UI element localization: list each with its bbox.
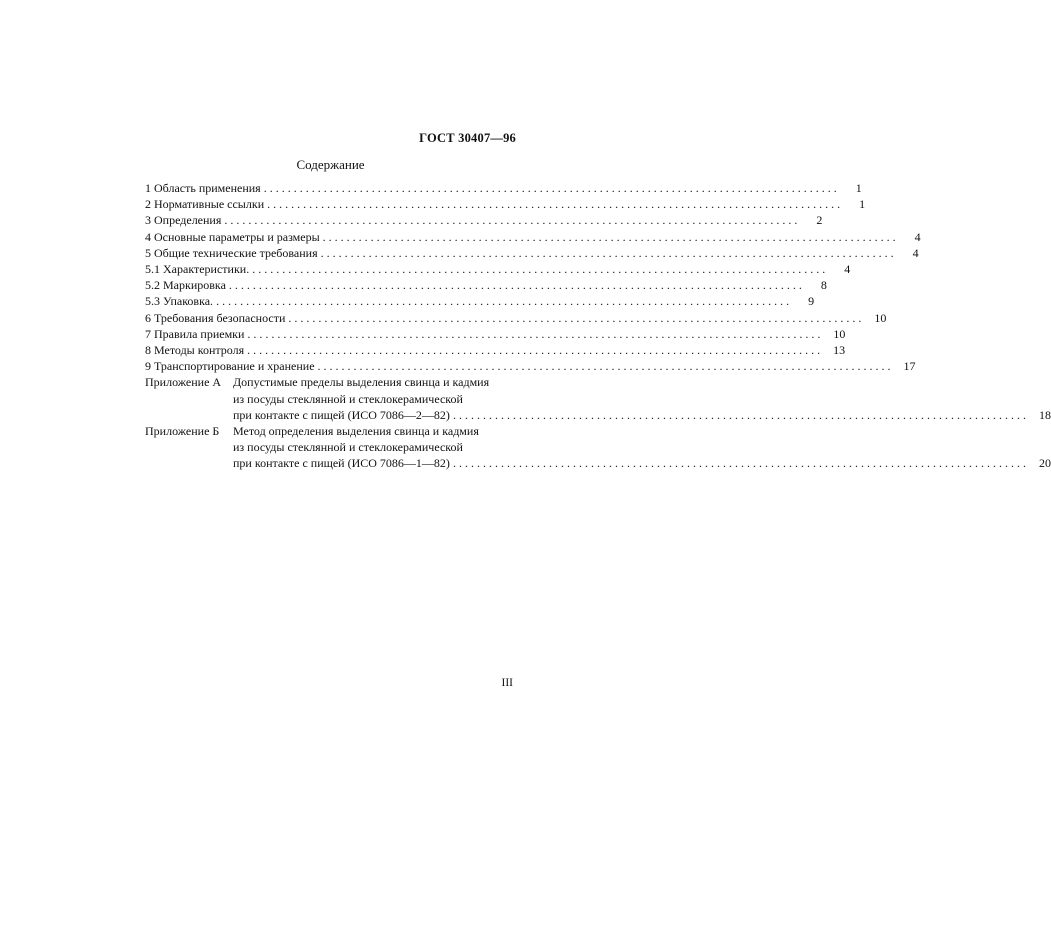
dot-leader (224, 212, 797, 228)
toc-entry-page: 17 (903, 359, 916, 374)
toc-entry-label: 7 Правила приемки (145, 326, 245, 341)
toc-entry[interactable] (145, 229, 921, 245)
toc-entry[interactable] (145, 245, 919, 261)
dot-leader (229, 277, 802, 293)
toc-entry-page: 18 (1038, 407, 1051, 422)
dot-leader (318, 358, 891, 374)
toc-entry-page: 9 (808, 294, 815, 309)
dot-leader (453, 455, 1026, 471)
toc-entry[interactable] (145, 212, 823, 228)
toc-entry-page: 1 (859, 197, 866, 212)
toc-entry-label: 6 Требования безопасности (145, 310, 286, 325)
toc-entry[interactable] (145, 180, 862, 196)
toc-entry-page: 4 (914, 229, 921, 244)
dot-leader (264, 180, 837, 196)
appendix-title-line: из посуды стеклянной и стеклокерамической (233, 391, 463, 406)
dot-leader (247, 342, 820, 358)
table-of-contents (145, 180, 1051, 472)
toc-entry[interactable] (145, 326, 846, 342)
appendix-title-line: Метод определения выделения свинца и кадмия (233, 424, 479, 439)
toc-entry-label: 5.3 Упаковка. (145, 294, 214, 309)
toc-entry-label: 2 Нормативные ссылки (145, 197, 265, 212)
toc-entry[interactable] (145, 310, 887, 326)
toc-entry[interactable] (145, 261, 851, 277)
appendix-label: Приложение Б (145, 424, 220, 439)
toc-entry-page: 4 (844, 262, 851, 277)
dot-leader (252, 261, 825, 277)
toc-entry-page: 4 (912, 245, 919, 260)
toc-entry-label: 4 Основные параметры и размеры (145, 229, 320, 244)
toc-entry[interactable] (145, 293, 815, 309)
toc-entry-label: 3 Определения (145, 213, 222, 228)
appendix-label: Приложение А (145, 375, 222, 390)
dot-leader (453, 407, 1026, 423)
dot-leader (323, 229, 896, 245)
toc-entry-page: 1 (855, 181, 862, 195)
dot-leader (247, 326, 820, 342)
toc-entry-label: 5.1 Характеристики. (145, 262, 250, 277)
toc-entry-label: 1 Область применения (145, 181, 261, 195)
appendix-title-line: Допустимые пределы выделения свинца и кадмия (233, 375, 490, 390)
toc-entry-label: 8 Методы контроля (145, 343, 245, 358)
toc-entry-page: 10 (874, 310, 887, 325)
appendix-title-line: из посуды стеклянной и стеклокерамической (233, 440, 463, 455)
dot-leader (216, 293, 789, 309)
toc-entry[interactable] (145, 277, 827, 293)
toc-entry-page: 2 (816, 213, 823, 228)
toc-entry-page: 13 (833, 343, 846, 358)
appendix-title-line: при контакте с пищей (ИСО 7086—2—82) (233, 407, 450, 422)
toc-entry-page: 10 (833, 326, 846, 341)
toc-entry[interactable] (145, 342, 846, 358)
toc-entry[interactable] (145, 358, 916, 374)
dot-leader (288, 310, 861, 326)
toc-title: Содержание (296, 157, 365, 172)
toc-entry-label: 5 Общие технические требования (145, 245, 318, 260)
toc-entry-page: 8 (820, 278, 827, 293)
toc-entry-label: 5.2 Маркировка (145, 278, 226, 293)
dot-leader (321, 245, 894, 261)
toc-entry-page: 20 (1038, 456, 1051, 471)
page-number: III (501, 677, 513, 689)
appendix-title-line: при контакте с пищей (ИСО 7086—1—82) (233, 456, 450, 471)
toc-appendix-a[interactable] (145, 374, 1051, 423)
toc-entry-label: 9 Транспортирование и хранение (145, 359, 315, 374)
toc-appendix-b[interactable] (145, 423, 1051, 472)
dot-leader (267, 196, 840, 212)
document-code: ГОСТ 30407—96 (419, 131, 516, 145)
toc-entry[interactable] (145, 196, 866, 212)
